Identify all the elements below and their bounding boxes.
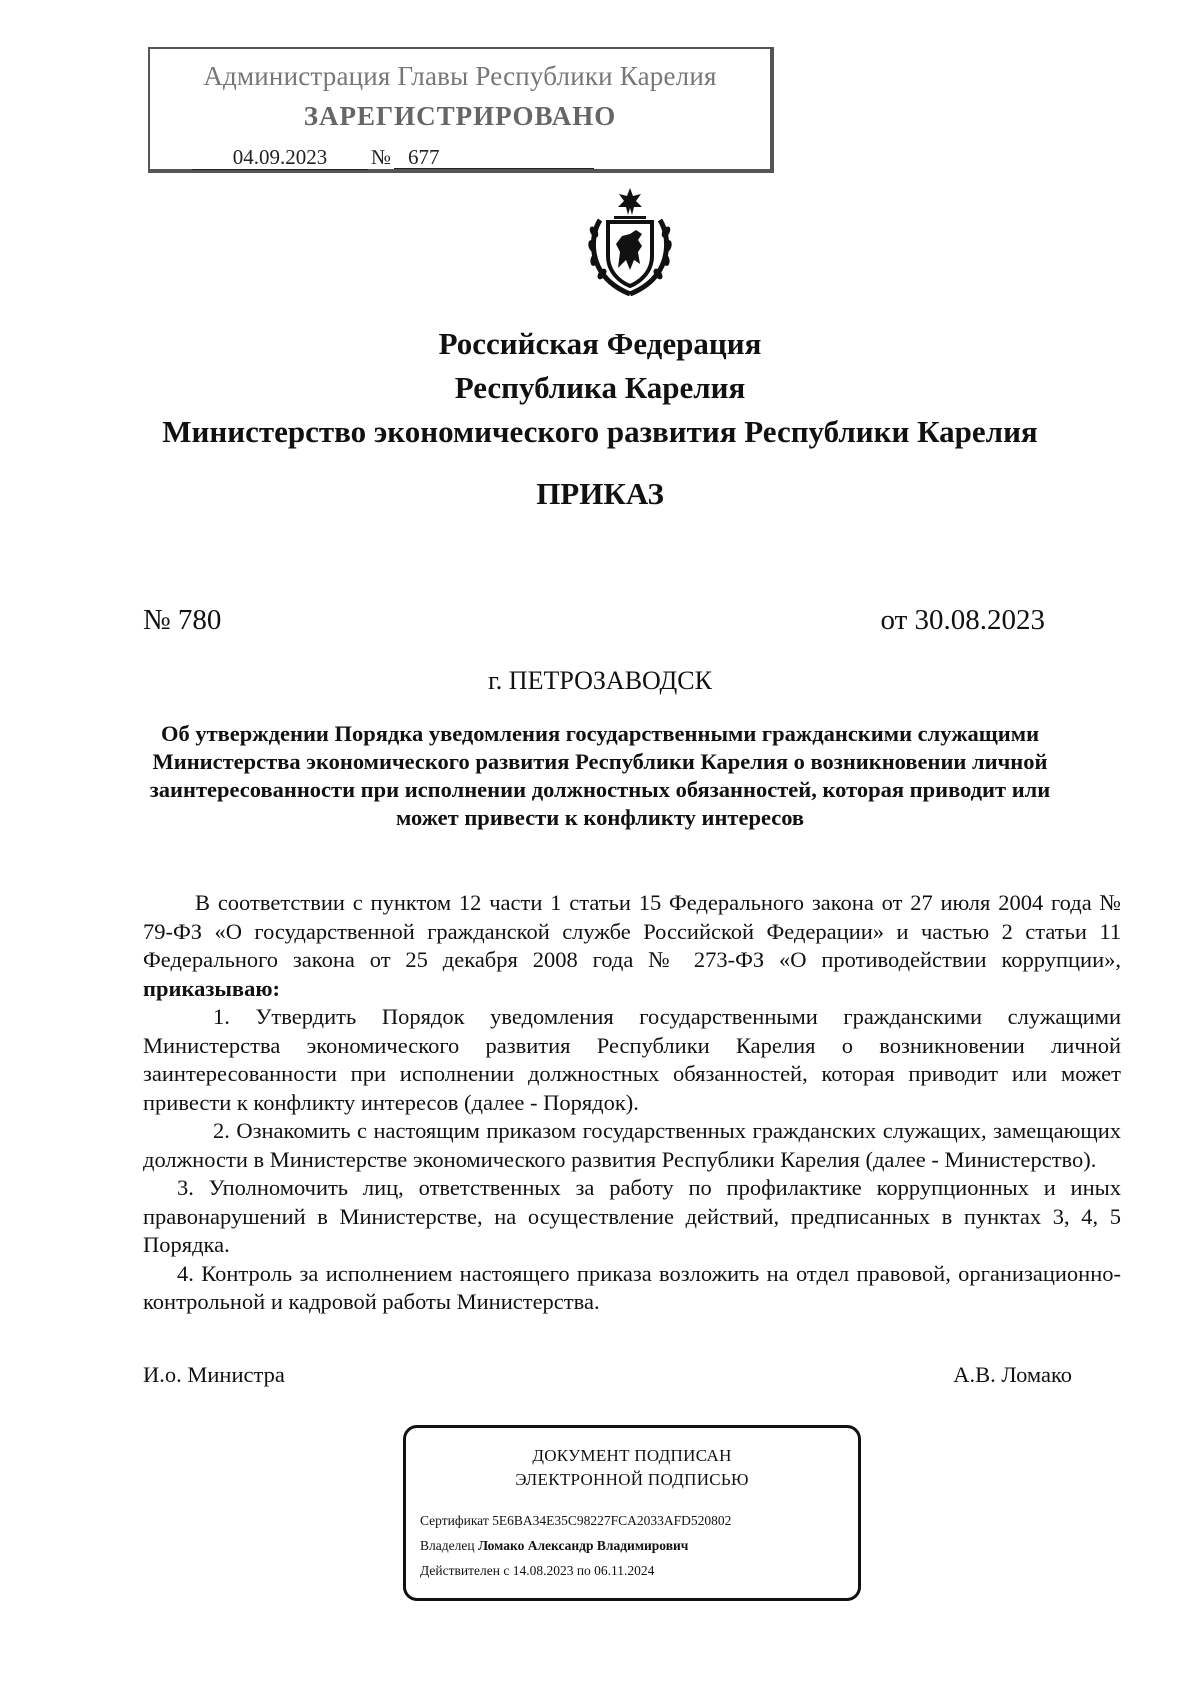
document-type: ПРИКАЗ	[536, 476, 664, 511]
esig-valid-label: Действителен	[420, 1563, 500, 1578]
esig-owner-label: Владелец	[420, 1538, 475, 1553]
item-2: 2. Ознакомить с настоящим приказом государственных гражданских служащих, замещающих должности в Министерстве экономического развития Республики Карелия (далее - Министерство).	[143, 1118, 1121, 1172]
order-date: от 30.08.2023	[880, 604, 1045, 636]
header-region: Республика Карелия	[454, 370, 746, 405]
esig-owner	[420, 1538, 688, 1554]
esig-valid-from: 14.08.2023	[512, 1563, 574, 1578]
electronic-signature-stamp	[403, 1425, 861, 1601]
registration-number: 677	[394, 145, 594, 169]
registration-details	[192, 145, 594, 170]
registration-status: ЗАРЕГИСТРИРОВАНО	[303, 101, 617, 131]
esig-heading-1: ДОКУМЕНТ ПОДПИСАН	[532, 1446, 732, 1465]
preamble-text: В соответствии с пунктом 12 части 1 статьи 15 Федерального закона от 27 июля 2004 года № 79-ФЗ «О государственной гражданской службе Российской Федерации» и частью 2 статьи 11 Федерального закона от 25 декабря 2008 года № 273-ФЗ «О противодействии коррупции»,	[143, 890, 1121, 972]
order-city: г. ПЕТРОЗАВОДСК	[488, 666, 712, 695]
esig-valid-to-label: по	[576, 1563, 591, 1578]
item-1: 1. Утвердить Порядок уведомления государственными гражданскими служащими Министерства экономического развития Республики Карелия о возникновении личной заинтересованности при исполнении должностных обязанностей, которая приводит или может привести к конфликту интересов (далее - Порядок).	[143, 1004, 1121, 1115]
esig-cert-label: Сертификат	[420, 1513, 489, 1528]
preamble	[143, 889, 1121, 1003]
registration-number-sign: №	[370, 145, 392, 169]
header-country: Российская Федерация	[438, 326, 762, 361]
signatory-position: И.о. Министра	[143, 1362, 285, 1387]
header-ministry: Министерство экономического развития Республики Карелия	[162, 414, 1038, 449]
document-title: Об утверждении Порядка уведомления государственными гражданскими служащими Министерства экономического развития Республики Карелия о возникновении личной заинтересованности при исполнении должностных обязанностей, которая приводит или может привести к конфликту интересов	[149, 721, 1051, 830]
registration-stamp	[148, 47, 774, 173]
esig-valid-to: 06.11.2024	[594, 1563, 655, 1578]
preamble-bold: приказываю:	[143, 975, 281, 1001]
esig-valid-from-label: с	[503, 1563, 510, 1578]
esig-validity	[420, 1563, 654, 1579]
esig-owner-value: Ломако Александр Владимирович	[477, 1538, 689, 1553]
esig-heading-2: ЭЛЕКТРОННОЙ ПОДПИСЬЮ	[515, 1470, 749, 1489]
signatory-name: А.В. Ломако	[953, 1362, 1072, 1387]
document-body	[143, 889, 1121, 1317]
coat-of-arms-icon	[580, 186, 680, 296]
esig-cert-value: 5E6BA34E35C98227FCA2033AFD520802	[492, 1513, 732, 1528]
registration-date: 04.09.2023	[192, 145, 368, 170]
item-3: 3. Уполномочить лиц, ответственных за работу по профилактике коррупционных и иных правонарушений в Министерстве, на осуществление действий, предписанных в пунктах 3, 4, 5 Порядка.	[143, 1175, 1121, 1257]
order-number: № 780	[143, 604, 222, 636]
esig-certificate	[420, 1513, 731, 1529]
item-4: 4. Контроль за исполнением настоящего приказа возложить на отдел правовой, организационно-контрольной и кадровой работы Министерства.	[143, 1260, 1121, 1314]
registration-authority: Администрация Главы Республики Карелия	[203, 61, 717, 91]
